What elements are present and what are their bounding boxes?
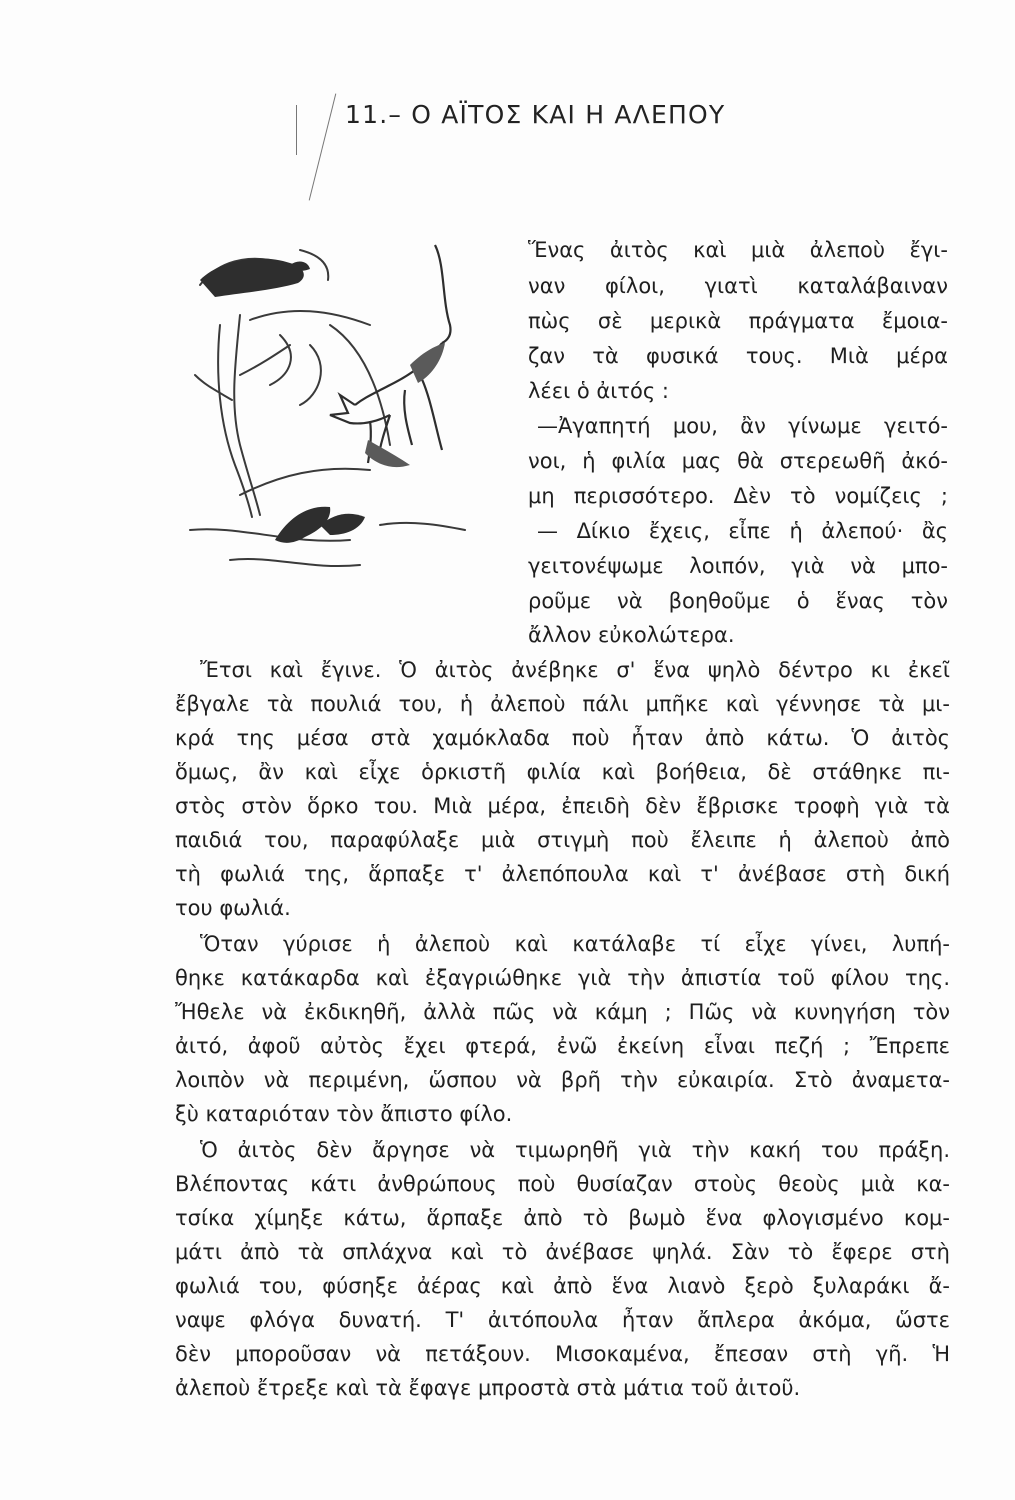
text-line: Ἤθελε νὰ ἐκδικηθῆ, ἀλλὰ πῶς νὰ κάμη ; Πῶς νὰ κυνηγήση τὸν	[175, 1000, 950, 1024]
scan-mark-left	[296, 105, 297, 155]
text-line: ὅμως, ἂν καὶ εἶχε ὁρκιστῆ φιλία καὶ βοήθεια, δὲ στάθηκε πι-	[175, 760, 950, 784]
page-title: 11.– Ο ΑΪΤΟΣ ΚΑΙ Η ΑΛΕΠΟΥ	[345, 100, 726, 129]
text-line: μη περισσότερο. Δὲν τὸ νομίζεις ;	[528, 484, 948, 508]
text-line: φωλιά του, φύσηξε ἀέρας καὶ ἀπὸ ἕνα λιανὸ ξερὸ ξυλαράκι ἄ-	[175, 1274, 950, 1298]
text-line: Ὁ ἀιτὸς δὲν ἄργησε νὰ τιμωρηθῆ γιὰ τὴν κακή του πράξη.	[200, 1138, 950, 1162]
text-line: Ὅταν γύρισε ἡ ἀλεποὺ καὶ κατάλαβε τί εἶχε γίνει, λυπή-	[200, 932, 950, 956]
text-line: ζαν τὰ φυσικά τους. Μιὰ μέρα	[528, 344, 948, 368]
scan-mark-slash	[309, 94, 337, 201]
text-line: στὸς στὸν ὅρκο του. Μιὰ μέρα, ἐπειδὴ δὲν ἔβρισκε τροφὴ γιὰ τὰ	[175, 794, 950, 818]
text-line: ναψε φλόγα δυνατή. Τ' ἀιτόπουλα ἦταν ἄπλερα ἀκόμα, ὥστε	[175, 1308, 950, 1332]
text-line: ἀλεποὺ ἔτρεξε καὶ τὰ ἔφαγε μπροστὰ στὰ μάτια τοῦ ἀιτοῦ.	[175, 1376, 801, 1400]
text-line: παιδιά του, παραφύλαξε μιὰ στιγμὴ ποὺ ἔλειπε ἡ ἀλεποὺ ἀπὸ	[175, 828, 950, 852]
text-line: — Δίκιο ἔχεις, εἶπε ἡ ἀλεπού· ἂς	[537, 519, 948, 543]
text-line: —Ἀγαπητή μου, ἂν γίνωμε γειτό-	[537, 414, 948, 438]
text-line: ἀιτό, ἀφοῦ αὐτὸς ἔχει φτερά, ἐνῶ ἐκείνη εἶναι πεζή ; Ἔπρεπε	[175, 1034, 950, 1058]
text-line: ξὺ καταριόταν τὸν ἄπιστο φίλο.	[175, 1102, 513, 1126]
text-line: τὴ φωλιά της, ἅρπαξε τ' ἀλεπόπουλα καὶ τ' ἀνέβασε στὴ δική	[175, 862, 950, 886]
text-line: ροῦμε νὰ βοηθοῦμε ὁ ἕνας τὸν	[528, 589, 948, 613]
text-line: Βλέποντας κάτι ἀνθρώπους ποὺ θυσίαζαν στοὺς θεοὺς μιὰ κα-	[175, 1172, 950, 1196]
text-line: Ἕνας ἀιτὸς καὶ μιὰ ἀλεποὺ ἔγι-	[528, 238, 948, 262]
text-line: γειτονέψωμε λοιπόν, γιὰ νὰ μπο-	[528, 554, 948, 578]
text-line: λοιπὸν νὰ περιμένη, ὥσπου νὰ βρῆ τὴν εὐκαιρία. Στὸ ἀναμετα-	[175, 1068, 950, 1092]
text-line: μάτι ἀπὸ τὰ σπλάχνα καὶ τὸ ἀνέβασε ψηλά. Σὰν τὸ ἔφερε στὴ	[175, 1240, 950, 1264]
text-line: κρά της μέσα στὰ χαμόκλαδα ποὺ ἦταν ἀπὸ κάτω. Ὁ ἀιτὸς	[175, 726, 950, 750]
text-line: νοι, ἡ φιλία μας θὰ στερεωθῆ ἀκό-	[528, 449, 948, 473]
text-line: πὼς σὲ μερικὰ πράγματα ἔμοια-	[528, 309, 948, 333]
text-line: λέει ὁ ἀιτός :	[528, 379, 669, 403]
text-line: του φωλιά.	[175, 896, 291, 920]
text-line: δὲν μποροῦσαν νὰ πετάξουν. Μισοκαμένα, ἔπεσαν στὴ γῆ. Ἡ	[175, 1342, 950, 1366]
text-line: Ἔτσι καὶ ἔγινε. Ὁ ἀιτὸς ἀνέβηκε σ' ἕνα ψηλὸ δέντρο κι ἐκεῖ	[200, 658, 950, 682]
text-line: ἄλλον εὐκολώτερα.	[528, 623, 735, 647]
text-line: τσίκα χίμηξε κάτω, ἅρπαξε ἀπὸ τὸ βωμὸ ἕνα φλογισμένο κομ-	[175, 1206, 950, 1230]
text-line: θηκε κατάκαρδα καὶ ἐξαγριώθηκε γιὰ τὴν ἀπιστία τοῦ φίλου της.	[175, 966, 950, 990]
text-line: ἔβγαλε τὰ πουλιά του, ἡ ἀλεποὺ πάλι μπῆκε καὶ γέννησε τὰ μι-	[175, 692, 950, 716]
text-line: ναν φίλοι, γιατὶ καταλάβαιναν	[528, 274, 948, 298]
eagle-fox-tree-illustration-icon	[180, 225, 500, 575]
